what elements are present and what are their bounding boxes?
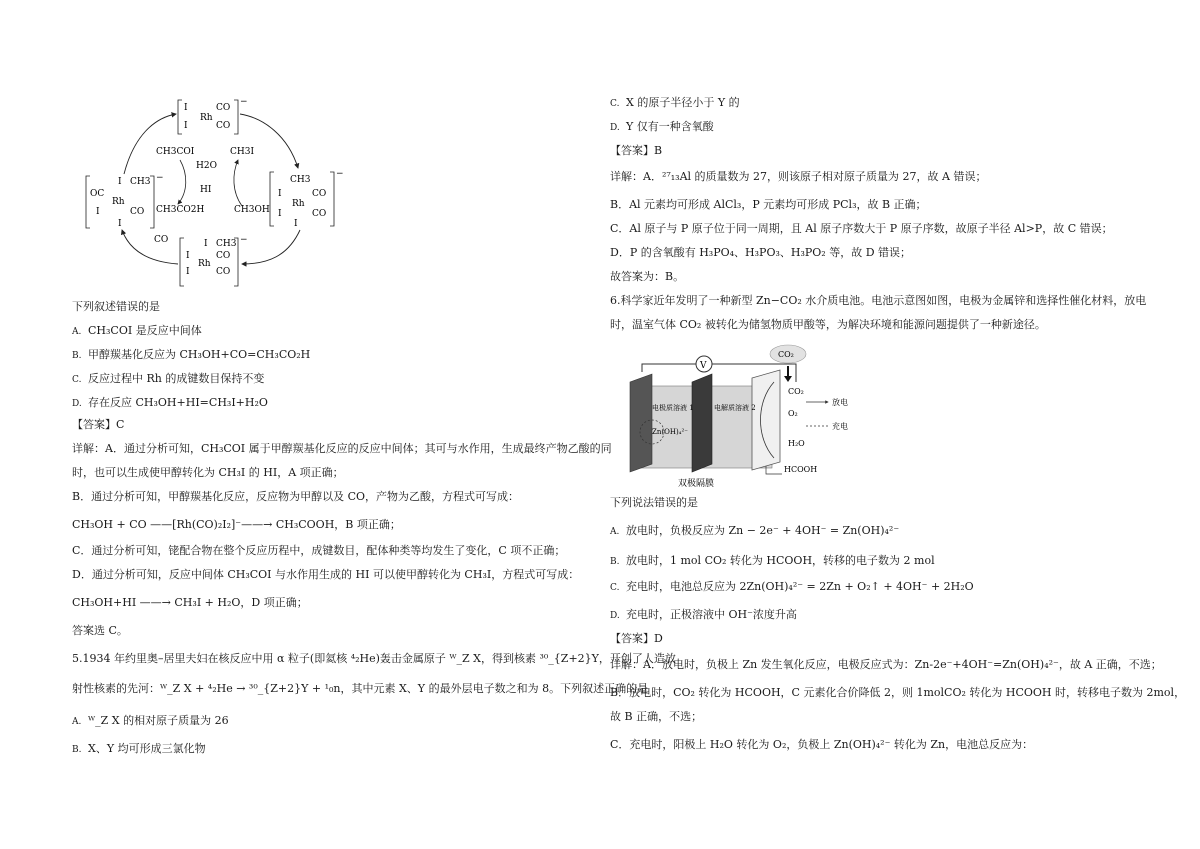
- explain-line: 详解：A．²⁷₁₃Al 的质量数为 27，则该原子相对原子质量为 27，故 A 错误；: [610, 170, 987, 183]
- svg-text:HI: HI: [200, 185, 212, 195]
- option-text: 充电时，电池总反应为 2Zn(OH)₄²⁻ = 2Zn + O₂↑ + 4OH⁻ + 2H₂O: [626, 580, 974, 593]
- equation-line: CH₃OH+HI ——→ CH₃I + H₂O，D 项正确；: [72, 596, 308, 609]
- answer-6: 【答案】D: [610, 632, 663, 645]
- option-b: [610, 554, 935, 569]
- bottom-rh-complex: [154, 235, 248, 286]
- option-c: [610, 96, 740, 111]
- answer-4: 【答案】C: [72, 418, 125, 431]
- svg-text:H2O: H2O: [196, 161, 217, 171]
- option-b: [72, 348, 310, 363]
- hcooh-label: HCOOH: [784, 465, 818, 474]
- option-letter: B.: [72, 351, 82, 361]
- svg-text:I: I: [184, 121, 188, 131]
- charge-label: 充电: [832, 422, 848, 431]
- svg-text:CH3CO2H: CH3CO2H: [156, 205, 205, 215]
- option-letter: A.: [72, 327, 82, 337]
- option-text: X、Y 均可形成三氯化物: [88, 742, 206, 755]
- explain-line: 故答案为：B。: [610, 270, 685, 283]
- svg-text:I: I: [186, 267, 190, 277]
- svg-text:CH3: CH3: [290, 175, 311, 185]
- svg-text:Rh: Rh: [292, 199, 305, 209]
- explain-line: D．P 的含氧酸有 H₃PO₄、H₃PO₃、H₃PO₂ 等，故 D 错误；: [610, 246, 912, 259]
- option-text: 放电时，负极反应为 Zn − 2e⁻ + 4OH⁻ = Zn(OH)₄²⁻: [626, 524, 900, 537]
- svg-text:CO: CO: [312, 209, 327, 219]
- svg-text:CH3I: CH3I: [230, 147, 255, 157]
- solution-2-label: 电解质溶液 2: [714, 404, 756, 412]
- question-4: 下列叙述错误的是: [72, 300, 160, 313]
- explain-line: 详解：A．通过分析可知，CH₃COI 属于甲醇羰基化反应的反应中间体；其可与水作用，生成最终产物乙酸的同: [72, 442, 612, 455]
- question-5: 射性核素的先河：ᵂ_Z X + ⁴₂He → ³⁰_{Z+2}Y + ¹₀n，其中元素 X、Y 的最外层电子数之和为 8。下列叙述正确的是: [72, 682, 649, 695]
- option-text: 甲醇羰基化反应为 CH₃OH+CO=CH₃CO₂H: [88, 348, 311, 361]
- svg-text:CH3OH: CH3OH: [234, 205, 270, 215]
- option-letter: C.: [72, 375, 82, 385]
- option-text: 充电时，正极溶液中 OH⁻浓度升高: [626, 608, 797, 621]
- option-letter: B.: [610, 557, 620, 567]
- svg-text:CO: CO: [216, 267, 231, 277]
- explain-line: C．Al 原子与 P 原子位于同一周期，且 Al 原子序数大于 P 原子序数，故原子半径 Al>P，故 C 错误；: [610, 222, 1113, 235]
- explain-line: 详解：A．放电时，负极上 Zn 发生氧化反应，电极反应式为：Zn-2e⁻+4OH⁻=Zn(OH)₄²⁻，故 A 正确，不选；: [610, 658, 1162, 671]
- svg-text:Rh: Rh: [200, 113, 213, 123]
- svg-text:CH3COI: CH3COI: [156, 147, 195, 157]
- svg-text:I: I: [96, 207, 100, 217]
- svg-text:−: −: [240, 97, 248, 107]
- explain-line: 答案选 C。: [72, 624, 128, 637]
- explain-line: 时，也可以生成使甲醇转化为 CH₃I 的 HI，A 项正确；: [72, 466, 344, 479]
- option-b: [72, 742, 206, 757]
- option-text: X 的原子半径小于 Y 的: [626, 96, 740, 109]
- membrane-label: 双极隔膜: [678, 479, 715, 489]
- voltmeter-label: V: [700, 361, 707, 371]
- svg-text:CO: CO: [312, 189, 327, 199]
- option-text: ᵂ_Z X 的相对原子质量为 26: [88, 714, 229, 727]
- option-d: [610, 120, 714, 135]
- option-text: 反应过程中 Rh 的成键数目保持不变: [88, 372, 265, 385]
- option-letter: D.: [72, 399, 82, 409]
- co2-label: CO₂: [788, 387, 804, 396]
- right-rh-complex: [270, 169, 344, 229]
- zincate-label: Zn(OH)₄²⁻: [652, 428, 688, 436]
- option-a: [72, 714, 229, 729]
- svg-text:−: −: [240, 235, 248, 245]
- cloud-co2: CO₂: [778, 350, 794, 359]
- option-text: CH₃COI 是反应中间体: [88, 324, 202, 337]
- option-text: 存在反应 CH₃OH+HI=CH₃I+H₂O: [88, 396, 268, 409]
- option-letter: B.: [72, 745, 82, 755]
- question-5: 5.1934 年约里奥–居里夫妇在核反应中用 α 粒子(即氦核 ⁴₂He)轰击金属原子 ᵂ_Z X，得到核素 ³⁰_{Z+2}Y，开创了人造放: [72, 652, 676, 665]
- option-letter: A.: [610, 527, 620, 537]
- catalytic-cycle-diagram: [84, 96, 344, 296]
- svg-text:CO: CO: [216, 103, 231, 113]
- option-text: 放电时，1 mol CO₂ 转化为 HCOOH，转移的电子数为 2 mol: [626, 554, 935, 567]
- option-letter: C.: [610, 583, 620, 593]
- svg-text:I: I: [118, 177, 122, 187]
- svg-text:CO: CO: [216, 251, 231, 261]
- explain-line: B．通过分析可知，甲醇羰基化反应，反应物为甲醇以及 CO，产物为乙酸，方程式可写成：: [72, 490, 520, 503]
- solution-1-label: 电极质溶液 1: [652, 404, 694, 412]
- svg-text:I: I: [118, 219, 122, 229]
- explain-line: B．Al 元素均可形成 AlCl₃，P 元素均可形成 PCl₃，故 B 正确；: [610, 198, 927, 211]
- explain-line: D．通过分析可知，反应中间体 CH₃COI 与水作用生成的 HI 可以使甲醇转化为 CH₃I，方程式可写成：: [72, 568, 580, 581]
- option-letter: D.: [610, 611, 620, 621]
- explain-line: C．通过分析可知，铑配合物在整个反应历程中，成键数目，配体种类等均发生了变化，C 项不正确；: [72, 544, 566, 557]
- discharge-label: 放电: [832, 398, 848, 407]
- option-d: [72, 396, 268, 411]
- svg-text:−: −: [336, 169, 344, 179]
- question-6-prompt: 下列说法错误的是: [610, 496, 698, 509]
- option-d: [610, 608, 797, 623]
- svg-text:I: I: [294, 219, 298, 229]
- svg-text:I: I: [278, 209, 282, 219]
- svg-text:I: I: [204, 239, 208, 249]
- option-text: Y 仅有一种含氧酸: [626, 120, 714, 133]
- option-letter: D.: [610, 123, 620, 133]
- question-6: 6.科学家近年发明了一种新型 Zn−CO₂ 水介质电池。电池示意图如图，电极为金属锌和选择性催化材料，放电: [610, 294, 1147, 307]
- svg-text:Rh: Rh: [198, 259, 211, 269]
- svg-text:Rh: Rh: [112, 197, 125, 207]
- svg-text:CO: CO: [130, 207, 145, 217]
- explain-line: B．放电时，CO₂ 转化为 HCOOH，C 元素化合价降低 2，则 1molCO₂ 转化为 HCOOH 时，转移电子数为 2mol，: [610, 686, 1186, 699]
- answer-5: 【答案】B: [610, 144, 663, 157]
- svg-text:CO: CO: [154, 235, 169, 245]
- explain-line: C．充电时，阳极上 H₂O 转化为 O₂，负极上 Zn(OH)₄²⁻ 转化为 Zn，电池总反应为：: [610, 738, 1034, 751]
- svg-text:−: −: [156, 173, 164, 183]
- option-letter: A.: [72, 717, 82, 727]
- svg-text:I: I: [278, 189, 282, 199]
- o2-label: O₂: [788, 409, 798, 418]
- svg-text:OC: OC: [90, 189, 105, 199]
- svg-text:CH3: CH3: [216, 239, 237, 249]
- option-letter: C.: [610, 99, 620, 109]
- equation-line: CH₃OH + CO ——[Rh(CO)₂I₂]⁻——→ CH₃COOH，B 项正确；: [72, 518, 401, 531]
- battery-diagram: [616, 342, 856, 490]
- option-c: [72, 372, 264, 387]
- left-rh-complex: [86, 173, 164, 229]
- top-rh-complex: [178, 97, 248, 134]
- option-a: [72, 324, 202, 339]
- svg-text:CH3: CH3: [130, 177, 151, 187]
- svg-text:I: I: [184, 103, 188, 113]
- explain-line: 故 B 正确，不选；: [610, 710, 703, 723]
- svg-text:CO: CO: [216, 121, 231, 131]
- option-a: [610, 524, 899, 539]
- h2o-label: H₂O: [788, 439, 805, 448]
- option-c: [610, 580, 974, 595]
- question-6: 时，温室气体 CO₂ 被转化为储氢物质甲酸等，为解决环境和能源问题提供了一种新途径。: [610, 318, 1046, 331]
- svg-text:I: I: [186, 251, 190, 261]
